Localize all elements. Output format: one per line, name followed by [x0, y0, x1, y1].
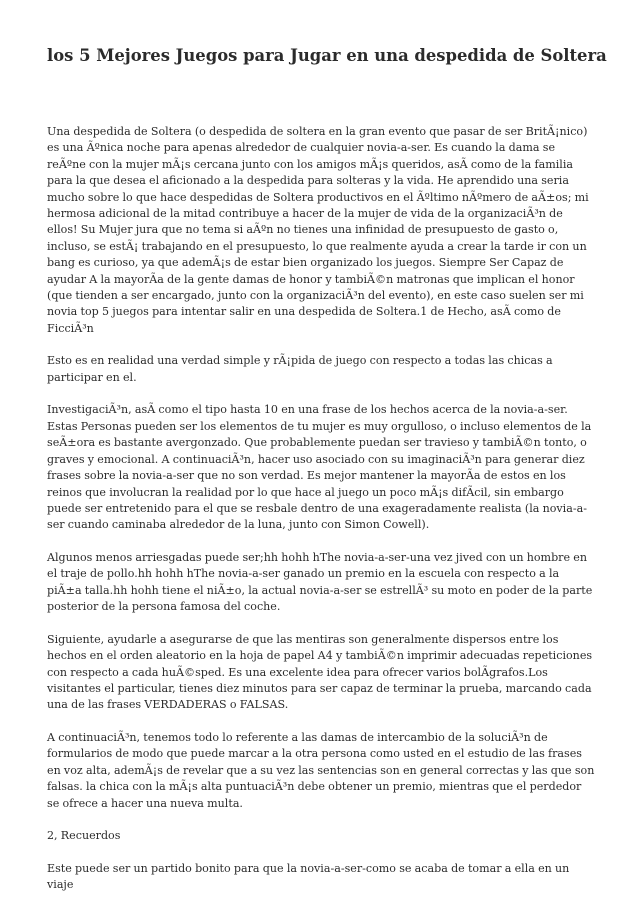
paragraph-research: InvestigaciÃ³n, asÃ como el tipo hasta 10 en una frase de los hechos acerca de la novia-a-ser. Estas Personas pueden ser los elementos de tu mujer es muy orgulloso, o incluso elementos de la seÃ±ora es bastante avergonzado. Que probablemente puedan ser travieso y tambiÃ©n tonto, o graves y emocional. A continuaciÃ³n, hacer uso asociado con su imaginaciÃ³n para generar diez frases sobre la novia-a-ser que no son verdad. Es mejor mantener la mayorÃa de estos en los reinos que involucran la realidad por lo que hace al juego un poco mÃ¡s difÃcil, sin embargo puede ser entretenido para el que se resbale dentro de una exageradamente realista (la novia-a-ser cuando caminaba alrededor de la luna, junto con Simon Cowell). — [47, 403, 592, 532]
document-title: los 5 Mejores Juegos para Jugar en una despedida de Soltera — [47, 46, 607, 65]
paragraph-game-summary: Esto es en realidad una verdad simple y rÃ¡pida de juego con respecto a todas las chicas a participar en el. — [47, 354, 553, 384]
document-body — [47, 124, 595, 894]
paragraph-recuerdos: Este puede ser un partido bonito para que la novia-a-ser-como se acaba de tomar a ella en un viaje — [47, 861, 570, 892]
paragraph-intro: Una despedida de Soltera (o despedida de soltera en la gran evento que pasar de ser BritÃ¡nico) es una Ãºnica noche para apenas alrededor de cualquier novia-a-ser. Es cuando la dama se reÃºne con la mujer mÃ¡s cercana junto con los amigos mÃ¡s queridos, asÃ como de la familia para la que desea el aficionado a la despedida para solteras y la vida. He aprendido una seria mucho sobre lo que hace despedidas de Soltera productivos en el Ãºltimo nÃºmero de aÃ±os; mi hermosa adicional de la mitad contribuye a hacer de la mujer de vida de la organizaciÃ³n de ellos! Su Mujer jura que no tema si aÃºn no tienes una infinidad de presupuesto de gasto o, incluso, se estÃ¡ trabajando en el presupuesto, lo que realmente ayuda a crear la tarde ir con un bang es curioso, ya que ademÃ¡s de estar bien organizado los juegos. Siempre Ser Capaz de ayudar A la mayorÃa de la gente damas de honor y tambiÃ©n matronas que implican el honor (que tienden a ser encargado, junto con la organizaciÃ³n del evento), en este caso suelen ser mi novia top 5 juegos para intentar salir en una despedida de Soltera.1 de Hecho, asÃ como de FicciÃ³n — [47, 125, 589, 335]
section-heading-recuerdos: 2, Recuerdos — [47, 829, 121, 843]
paragraph-examples: Algunos menos arriesgadas puede ser;hh hohh hThe novia-a-ser-una vez jived con un hombre en el traje de pollo.hh hohh hThe novia-a-ser ganado un premio en la escuela con respecto a la piÃ±a talla.hh hohh tiene el niÃ±o, la actual novia-a-ser se estrellÃ³ su moto en poder de la parte posterior de la persona famosa del coche. — [47, 550, 593, 614]
paragraph-next-step: Siguiente, ayudarle a asegurarse de que las mentiras son generalmente dispersos entre los hechos en el orden aleatorio en la hoja de papel A4 y tambiÃ©n imprimir adecuadas repeticiones con respecto a cada huÃ©sped. Es una excelente idea para ofrecer varios bolÃgrafos.Los visitantes el particular, tienes diez minutos para ser capaz de terminar la prueba, marcando cada una de las frases VERDADERAS o FALSAS. — [47, 632, 593, 712]
paragraph-scoring: A continuaciÃ³n, tenemos todo lo referente a las damas de intercambio de la soluciÃ³n de formularios de modo que puede marcar a la otra persona como usted en el estudio de las frases en voz alta, ademÃ¡s de revelar que a su vez las sentencias son en general correctas y las que son falsas. la chica con la mÃ¡s alta puntuaciÃ³n debe obtener un premio, mientras que el perdedor se ofrece a hacer una nueva multa. — [47, 730, 595, 810]
